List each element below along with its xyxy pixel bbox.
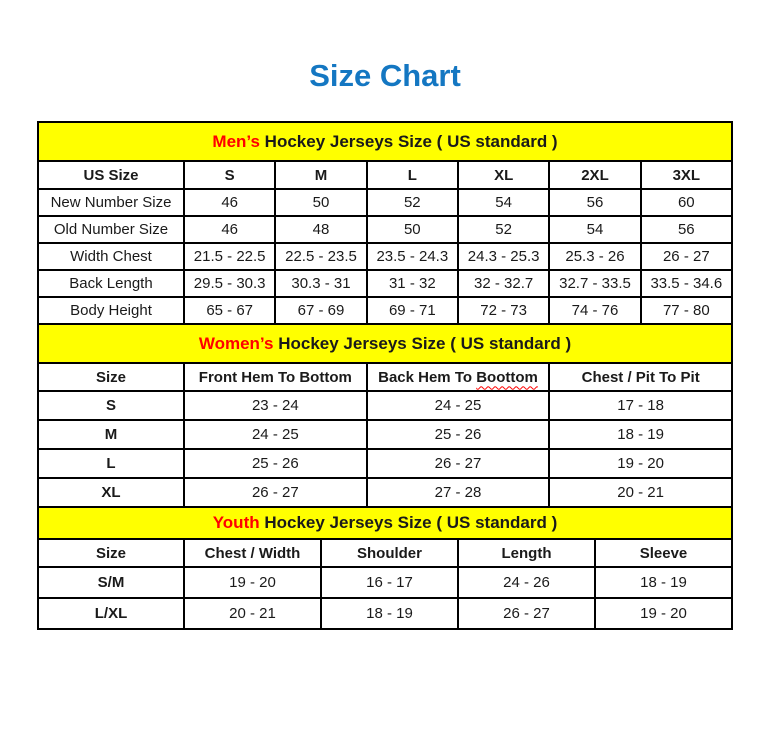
table-row-youth-sm [38,567,732,598]
table-row-body-height [38,297,732,324]
size-value: 19 - 20 [184,567,321,598]
womens-size-table [37,323,733,508]
size-value: 25 - 26 [184,449,367,478]
row-label: L [38,449,184,478]
size-value: 17 - 18 [549,391,732,420]
size-value: 19 - 20 [595,598,732,629]
youth-caption-rest: Hockey Jerseys Size ( US standard ) [259,513,558,532]
size-value: 26 - 27 [367,449,550,478]
column-header-s: S [184,161,275,189]
row-label: L/XL [38,598,184,629]
size-chart-tables [37,121,733,630]
size-value: 56 [641,216,732,243]
size-value: 25 - 26 [367,420,550,449]
womens-highlight-word: Women’s [198,333,274,353]
size-value: 26 - 27 [458,598,595,629]
size-value: 24 - 25 [184,420,367,449]
size-value: 32.7 - 33.5 [549,270,640,297]
size-value: 22.5 - 23.5 [275,243,366,270]
column-header-l: L [367,161,458,189]
column-header-front-hem: Front Hem To Bottom [184,363,367,391]
row-label: S/M [38,567,184,598]
youth-header-row [38,539,732,567]
back-hem-misspelled-word: Boottom [476,368,538,386]
table-row-old-number-size [38,216,732,243]
womens-caption-rest: Hockey Jerseys Size ( US standard ) [273,333,572,353]
size-value: 46 [184,189,275,216]
column-header-xl: XL [458,161,549,189]
size-value: 67 - 69 [275,297,366,324]
row-label: New Number Size [38,189,184,216]
table-row-new-number-size [38,189,732,216]
row-label: Back Length [38,270,184,297]
column-header-size: Size [38,539,184,567]
mens-highlight-word: Men’s [212,131,260,151]
size-value: 52 [367,189,458,216]
size-value: 74 - 76 [549,297,640,324]
row-label: Old Number Size [38,216,184,243]
table-row-youth-lxl [38,598,732,629]
size-value: 52 [458,216,549,243]
size-value: 54 [549,216,640,243]
size-value: 18 - 19 [595,567,732,598]
youth-section-title [38,507,732,539]
column-header-us-size: US Size [38,161,184,189]
mens-section-band [38,122,732,161]
page-title: Size Chart [309,58,461,93]
table-row-womens-m [38,420,732,449]
size-value: 21.5 - 22.5 [184,243,275,270]
mens-size-table [37,121,733,325]
size-value: 18 - 19 [321,598,458,629]
size-value: 30.3 - 31 [275,270,366,297]
size-value: 31 - 32 [367,270,458,297]
column-header-chest-pit: Chest / Pit To Pit [549,363,732,391]
size-value: 32 - 32.7 [458,270,549,297]
size-value: 26 - 27 [641,243,732,270]
row-label: S [38,391,184,420]
size-value: 19 - 20 [549,449,732,478]
column-header-m: M [275,161,366,189]
column-header-sleeve: Sleeve [595,539,732,567]
womens-header-row [38,363,732,391]
size-value: 23.5 - 24.3 [367,243,458,270]
size-value: 46 [184,216,275,243]
size-chart-page [0,60,776,630]
size-value: 24 - 25 [367,391,550,420]
womens-section-band [38,324,732,363]
size-value: 60 [641,189,732,216]
row-label: M [38,420,184,449]
column-header-3xl: 3XL [641,161,732,189]
row-label: Width Chest [38,243,184,270]
size-value: 65 - 67 [184,297,275,324]
size-value: 50 [367,216,458,243]
size-value: 69 - 71 [367,297,458,324]
size-value: 25.3 - 26 [549,243,640,270]
size-value: 26 - 27 [184,478,367,507]
size-value: 27 - 28 [367,478,550,507]
row-label: Body Height [38,297,184,324]
size-value: 54 [458,189,549,216]
size-value: 50 [275,189,366,216]
size-value: 48 [275,216,366,243]
row-label: XL [38,478,184,507]
size-value: 23 - 24 [184,391,367,420]
table-row-back-length [38,270,732,297]
size-value: 24.3 - 25.3 [458,243,549,270]
table-row-womens-xl [38,478,732,507]
size-value: 29.5 - 30.3 [184,270,275,297]
size-value: 24 - 26 [458,567,595,598]
youth-highlight-word: Youth [212,513,260,532]
column-header-length: Length [458,539,595,567]
size-value: 72 - 73 [458,297,549,324]
table-row-width-chest [38,243,732,270]
column-header-shoulder: Shoulder [321,539,458,567]
womens-section-title [38,324,732,363]
size-value: 20 - 21 [184,598,321,629]
column-header-size: Size [38,363,184,391]
size-value: 16 - 17 [321,567,458,598]
column-header-2xl: 2XL [549,161,640,189]
size-value: 20 - 21 [549,478,732,507]
youth-section-band [38,507,732,539]
size-value: 18 - 19 [549,420,732,449]
table-row-womens-l [38,449,732,478]
mens-header-row [38,161,732,189]
back-hem-prefix: Back Hem To [378,368,477,386]
mens-section-title [38,122,732,161]
column-header-chest-width: Chest / Width [184,539,321,567]
table-row-womens-s [38,391,732,420]
column-header-back-hem [367,363,550,391]
size-value: 33.5 - 34.6 [641,270,732,297]
size-value: 77 - 80 [641,297,732,324]
youth-size-table [37,506,733,630]
size-value: 56 [549,189,640,216]
mens-caption-rest: Hockey Jerseys Size ( US standard ) [259,131,558,151]
